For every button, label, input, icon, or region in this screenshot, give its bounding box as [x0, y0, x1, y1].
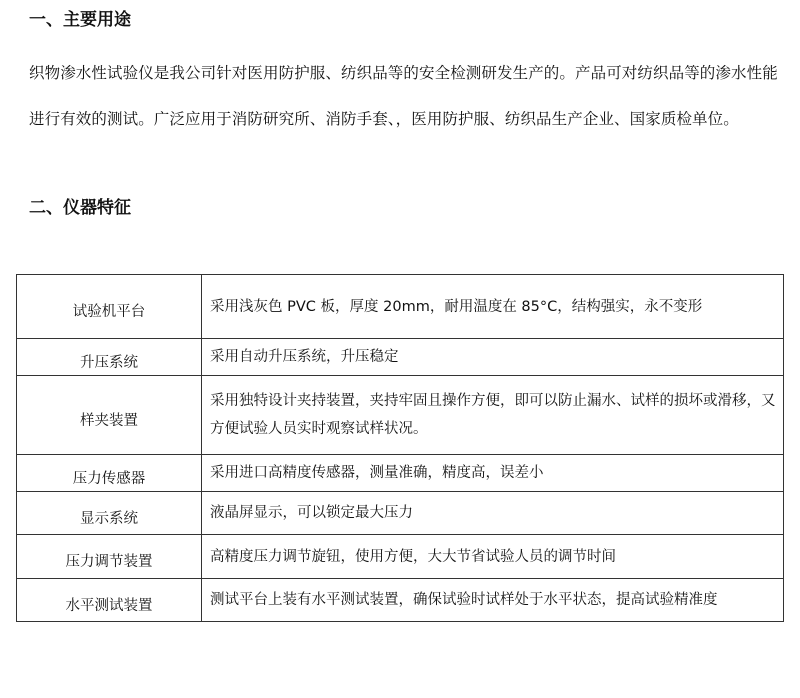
- feature-name: 样夹装置: [17, 376, 202, 455]
- feature-desc: 测试平台上装有水平测试装置，确保试验时试样处于水平状态，提高试验精准度: [202, 579, 784, 622]
- feature-name: 压力调节装置: [17, 535, 202, 579]
- feature-name: 试验机平台: [17, 275, 202, 339]
- table-row: [17, 275, 784, 339]
- section-heading-main-use: 一、主要用途: [29, 10, 131, 30]
- section-heading-features: 二、仪器特征: [29, 198, 131, 218]
- feature-desc: 采用进口高精度传感器，测量准确，精度高，误差小: [202, 455, 784, 492]
- features-table: [16, 274, 784, 622]
- table-row: [17, 492, 784, 535]
- feature-name: 压力传感器: [17, 455, 202, 492]
- feature-desc: 高精度压力调节旋钮，使用方便，大大节省试验人员的调节时间: [202, 535, 784, 579]
- table-row: [17, 535, 784, 579]
- feature-desc: 液晶屏显示，可以锁定最大压力: [202, 492, 784, 535]
- main-use-paragraph: 织物渗水性试验仪是我公司针对医用防护服、纺织品等的安全检测研发生产的。产品可对纺织品等的渗水性能进行有效的测试。广泛应用于消防研究所、消防手套、，医用防护服、纺织品生产企业、国家质检单位。: [29, 64, 778, 128]
- feature-name: 显示系统: [17, 492, 202, 535]
- feature-name: 水平测试装置: [17, 579, 202, 622]
- table-row: [17, 339, 784, 376]
- table-row: [17, 376, 784, 455]
- feature-desc: 采用自动升压系统，升压稳定: [202, 339, 784, 376]
- table-row: [17, 455, 784, 492]
- feature-desc: 采用浅灰色 PVC 板，厚度 20mm，耐用温度在 85°C，结构强实，永不变形: [202, 275, 784, 339]
- table-row: [17, 579, 784, 622]
- feature-desc: 采用独特设计夹持装置，夹持牢固且操作方便，即可以防止漏水、试样的损坏或滑移，又方便试验人员实时观察试样状况。: [202, 376, 784, 455]
- feature-name: 升压系统: [17, 339, 202, 376]
